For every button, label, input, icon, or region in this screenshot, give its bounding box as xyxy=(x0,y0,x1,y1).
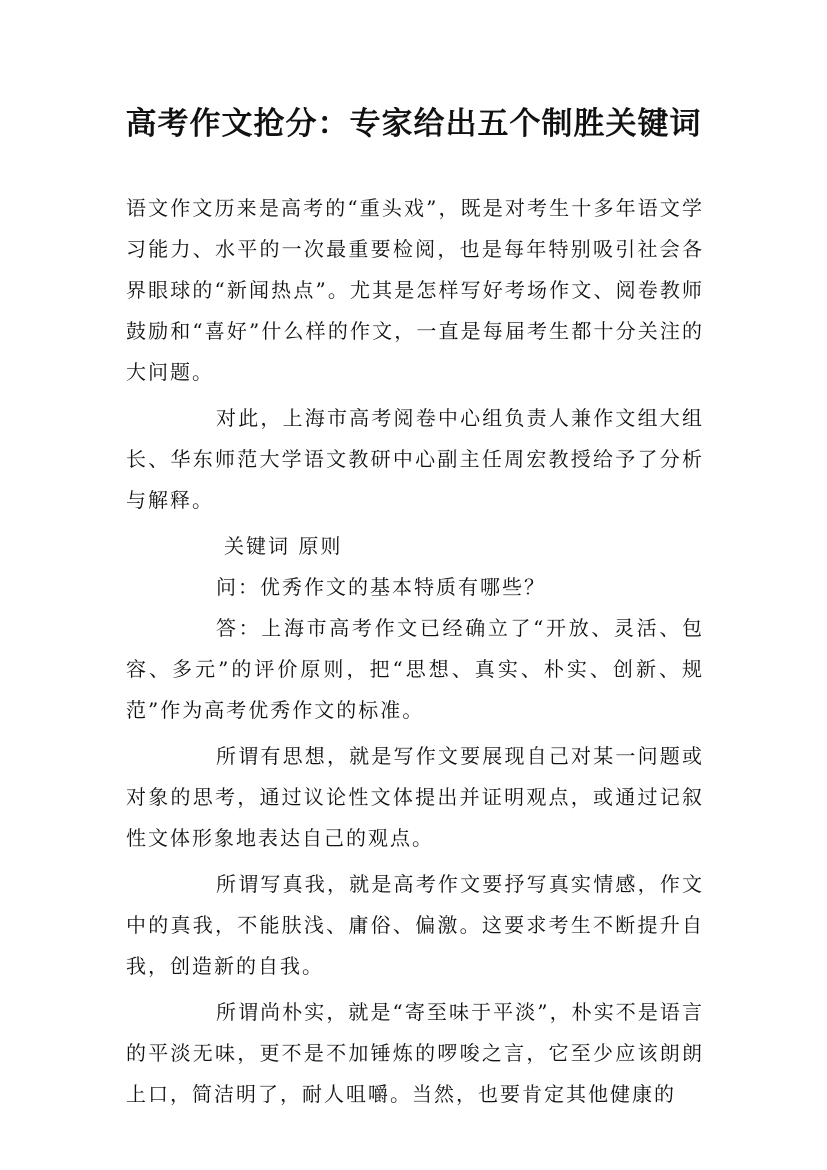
paragraph-intro: 语文作文历来是高考的“重头戏”，既是对考生十多年语文学习能力、水平的一次最重要检阅，也是每年特别吸引社会各界眼球的“新闻热点”。尤其是怎样写好考场作文、阅卷教师鼓励和“喜好”什么样的作文，一直是每届考生都十分关注的大问题。 xyxy=(126,196,704,384)
document-title: 高考作文抢分：专家给出五个制胜关键词 xyxy=(125,106,702,142)
answer-paragraph: 答：上海市高考作文已经确立了“开放、灵活、包容、多元”的评价原则，把“思想、真实、朴实、创新、规范”作为高考优秀作文的标准。 xyxy=(126,616,704,722)
paragraph-true-self: 所谓写真我，就是高考作文要抒写真实情感，作文中的真我，不能肤浅、庸俗、偏激。这要求考生不断提升自我，创造新的自我。 xyxy=(126,872,704,978)
paragraph-thought: 所谓有思想，就是写作文要展现自己对某一问题或对象的思考，通过议论性文体提出并证明观点，或通过记叙性文体形象地表达自己的观点。 xyxy=(126,744,704,850)
question-paragraph: 问：优秀作文的基本特质有哪些？ xyxy=(216,575,546,599)
document-body xyxy=(126,188,704,1120)
paragraph-plainness: 所谓尚朴实，就是“寄至味于平淡”，朴实不是语言的平淡无味，更不是不加锤炼的啰唆之言，它至少应该朗朗上口，简洁明了，耐人咀嚼。当然，也要肯定其他健康的 xyxy=(126,1000,704,1106)
paragraph-analysis: 对此，上海市高考阅卷中心组负责人兼作文组大组长、华东师范大学语文教研中心副主任周宏教授给予了分析与解释。 xyxy=(126,406,704,512)
section-keyword-heading: 关键词 原则 xyxy=(224,534,343,558)
